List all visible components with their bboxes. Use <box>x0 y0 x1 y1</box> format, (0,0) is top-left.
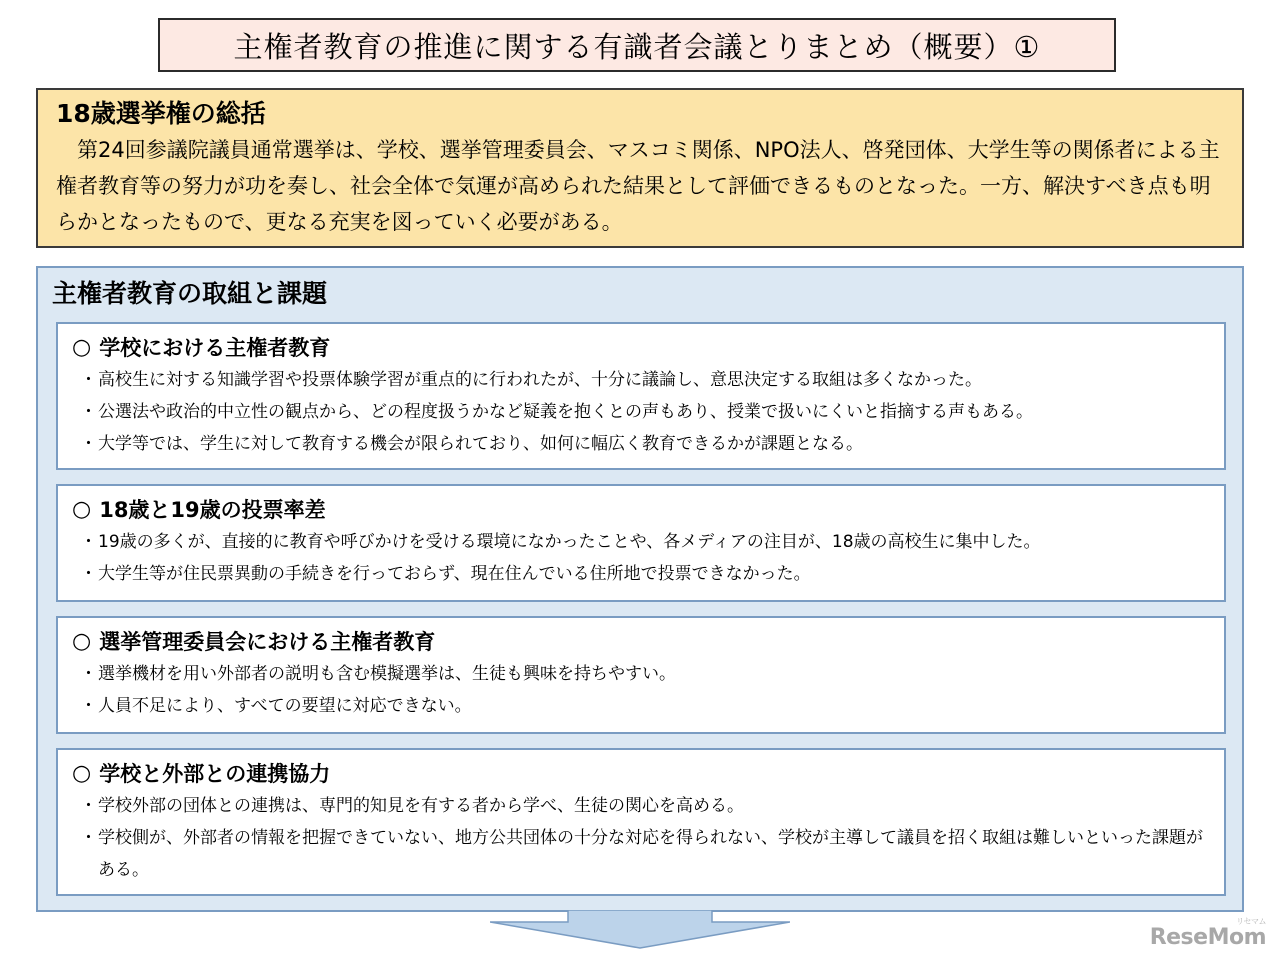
list-item: ・ 19歳の多くが、直接的に教育や呼びかけを受ける環境になかったことや、各メディアの注目が、18歳の高校生に集中した。 <box>86 526 1210 558</box>
summary-heading: 18歳選挙権の総括 <box>56 99 266 128</box>
list-item: ・ 学校外部の団体との連携は、専門的知見を有する者から学べ、生徒の関心を高める。 <box>86 790 1210 822</box>
circle-marker-icon: ○ <box>72 761 92 786</box>
issue-card-title-text: 選挙管理委員会における主権者教育 <box>99 630 436 654</box>
issues-heading: 主権者教育の取組と課題 <box>52 279 328 308</box>
list-item: ・ 選挙機材を用い外部者の説明も含む模擬選挙は、生徒も興味を持ちやすい。 <box>86 658 1210 690</box>
list-item: ・ 公選法や政治的中立性の観点から、どの程度扱うかなど疑義を抱くとの声もあり、授業で扱いにくいと指摘する声もある。 <box>86 396 1210 428</box>
issue-list <box>72 790 1210 886</box>
list-item: ・ 人員不足により、すべての要望に対応できない。 <box>86 690 1210 722</box>
issue-list <box>72 364 1210 460</box>
resemom-logo <box>1149 917 1266 950</box>
page-title-box <box>158 18 1116 72</box>
down-arrow-icon <box>490 910 790 950</box>
issue-card-turnout-gap <box>56 484 1226 602</box>
issue-card-external-cooperation <box>56 748 1226 896</box>
issue-card-election-commission <box>56 616 1226 734</box>
issue-card-title <box>72 494 1210 526</box>
logo-kana: リセマム <box>1236 917 1266 926</box>
logo-text: ReseMom <box>1149 925 1266 950</box>
issue-card-title <box>72 626 1210 658</box>
list-item: ・ 高校生に対する知識学習や投票体験学習が重点的に行われたが、十分に議論し、意思決定する取組は多くなかった。 <box>86 364 1210 396</box>
issue-card-school <box>56 322 1226 470</box>
list-item: ・ 大学生等が住民票異動の手続きを行っておらず、現在住んでいる住所地で投票できなかった。 <box>86 558 1210 590</box>
issue-card-title-text: 学校における主権者教育 <box>99 336 331 360</box>
circle-marker-icon: ○ <box>72 335 92 360</box>
issues-section <box>36 266 1244 912</box>
circle-marker-icon: ○ <box>72 629 92 654</box>
issue-list <box>72 526 1210 590</box>
summary-section <box>36 88 1244 248</box>
list-item: ・ 大学等では、学生に対して教育する機会が限られており、如何に幅広く教育できるかが課題となる。 <box>86 428 1210 460</box>
circle-marker-icon: ○ <box>72 497 92 522</box>
page-title: 主権者教育の推進に関する有識者会議とりまとめ（概要）① <box>233 29 1041 64</box>
issue-card-title-text: 18歳と19歳の投票率差 <box>99 498 326 522</box>
issue-card-title <box>72 758 1210 790</box>
issue-card-title <box>72 332 1210 364</box>
issue-card-title-text: 学校と外部との連携協力 <box>99 762 331 786</box>
summary-body: 第24回参議院議員通常選挙は、学校、選挙管理委員会、マスコミ関係、NPO法人、啓発団体、大学生等の関係者による主権者教育等の努力が功を奏し、社会全体で気運が高められた結果として評価できるものとなった。一方、解決すべき点も明らかとなったもので、更なる充実を図っていく必要がある。 <box>56 138 1220 234</box>
issue-list <box>72 658 1210 722</box>
list-item: ・ 学校側が、外部者の情報を把握できていない、地方公共団体の十分な対応を得られない、学校が主導して議員を招く取組は難しいといった課題がある。 <box>86 822 1210 886</box>
